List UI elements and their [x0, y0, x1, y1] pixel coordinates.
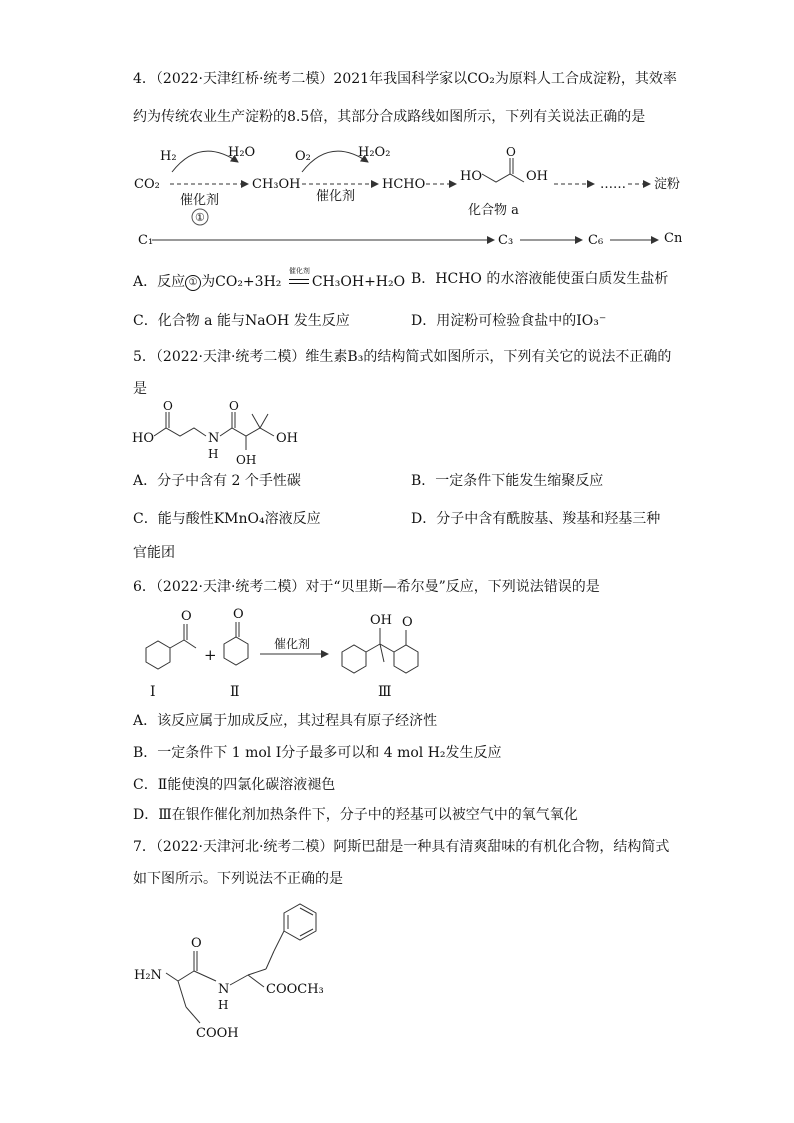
compound-a-ho: HO — [460, 169, 482, 184]
q5-option-d-continuation: 官能团 — [133, 545, 175, 561]
q7-stem-line1: 7．（2022·天津河北·统考二模）阿斯巴甜是一种具有清爽甜味的有机化合物，结构简式 — [133, 839, 670, 855]
catalyst-label-1: 催化剂 — [180, 193, 220, 208]
struct-n: N — [208, 431, 220, 446]
struct-h2n: H₂N — [134, 968, 162, 983]
struct-o: O — [191, 936, 202, 951]
struct-o1: O — [163, 400, 173, 413]
vitamin-b3-structure — [130, 400, 330, 470]
compound-a-o: O — [506, 145, 516, 159]
h2o-label: H₂O — [228, 145, 256, 160]
q7-stem-line2: 如下图所示。下列说法不正确的是 — [133, 871, 343, 887]
compound3-oh: OH — [370, 613, 392, 628]
ch3oh-label: CH₃OH — [252, 177, 301, 192]
q4-option-a-equals-sign — [286, 267, 312, 288]
struct-cooh: COOH — [196, 1026, 239, 1041]
co2-label: CO₂ — [134, 177, 160, 192]
plus-sign: + — [204, 646, 217, 664]
struct-oh1: OH — [236, 453, 257, 467]
catalyst-label: 催化剂 — [274, 637, 311, 651]
q4-option-a-prefix: A．反应 — [133, 274, 186, 290]
aspartame-structure — [130, 895, 350, 1045]
catalyst-label-2: 催化剂 — [316, 189, 356, 204]
struct-n-h: H — [208, 447, 219, 461]
struct-ho: HO — [132, 431, 154, 446]
compound-label-2: Ⅱ — [230, 684, 240, 700]
q4-stem-line1: 4．（2022·天津红桥·统考二模）2021年我国科学家以CO₂为原料人工合成淀粉，其效率 — [133, 71, 677, 87]
q4-stem-line2: 约为传统农业生产淀粉的8.5倍，其部分合成路线如图所示，下列有关说法正确的是 — [133, 109, 646, 125]
q4-option-a-condition: 催化剂 — [288, 267, 310, 275]
hcho-label: HCHO — [382, 177, 426, 192]
q4-synthesis-scheme — [130, 140, 700, 252]
q5-option-b[interactable]: B．一定条件下能发生缩聚反应 — [411, 473, 604, 489]
q6-option-b[interactable]: B．一定条件下 1 mol Ⅰ分子最多可以和 4 mol H₂发生反应 — [133, 745, 502, 761]
compound3-o: O — [402, 615, 413, 630]
q5-stem-line1: 5．（2022·天津·统考二模）维生素B₃的结构简式如图所示，下列有关它的说法不正确的 — [133, 349, 672, 365]
q6-option-d[interactable]: D．Ⅲ在银作催化剂加热条件下，分子中的羟基可以被空气中的氧气氧化 — [133, 807, 578, 823]
q5-option-d[interactable]: D．分子中含有酰胺基、羧基和羟基三种 — [411, 511, 661, 527]
baylis-hillman-scheme — [130, 604, 430, 704]
compound-label-3: Ⅲ — [378, 684, 392, 700]
o2-label: O₂ — [295, 149, 311, 164]
starch-label: 淀粉 — [654, 177, 681, 192]
q4-option-a-equation-right: CH₃OH+H₂O — [311, 274, 406, 290]
c6-label: C₆ — [588, 233, 604, 248]
h2o2-label: H₂O₂ — [358, 145, 391, 160]
q4-option-b[interactable]: B．HCHO 的水溶液能使蛋白质发生盐析 — [411, 271, 669, 287]
compound-a-oh: OH — [526, 169, 548, 184]
q4-option-c[interactable]: C．化合物 a 能与NaOH 发生反应 — [133, 313, 350, 329]
q4-option-d[interactable]: D．用淀粉可检验食盐中的IO₃⁻ — [411, 313, 607, 329]
q6-stem: 6．（2022·天津·统考二模）对于“贝里斯—希尔曼”反应，下列说法错误的是 — [133, 579, 600, 595]
q5-option-c[interactable]: C．能与酸性KMnO₄溶液反应 — [133, 511, 321, 527]
q4-option-a[interactable] — [133, 267, 406, 291]
compound-label-1: Ⅰ — [150, 684, 156, 700]
compound-a-label: 化合物 a — [468, 203, 519, 218]
struct-n-h: H — [218, 998, 229, 1012]
h2-label: H₂ — [160, 149, 177, 164]
compound2-o: O — [233, 607, 244, 622]
compound-a-skeleton — [482, 174, 524, 182]
struct-oh2: OH — [276, 431, 298, 446]
cn-label: Cn — [664, 231, 683, 246]
c3-label: C₃ — [498, 233, 514, 248]
q4-option-a-equation-left: 为CO₂+3H₂ — [201, 274, 282, 290]
struct-cooch3: COOCH₃ — [266, 982, 324, 997]
compound1-o: O — [181, 609, 192, 624]
q6-option-c[interactable]: C．Ⅱ能使溴的四氯化碳溶液褪色 — [133, 777, 336, 793]
struct-o2: O — [229, 400, 239, 413]
step-number-1: ① — [195, 211, 205, 224]
step-number-1-inline: ① — [185, 275, 201, 291]
q5-option-a[interactable]: A．分子中含有 2 个手性碳 — [133, 473, 301, 489]
struct-n: N — [218, 982, 230, 997]
dots-label: …… — [600, 177, 626, 192]
q6-option-a[interactable]: A．该反应属于加成反应，其过程具有原子经济性 — [133, 713, 438, 729]
c1-label: C₁ — [138, 233, 154, 248]
q5-stem-line2: 是 — [133, 381, 147, 397]
